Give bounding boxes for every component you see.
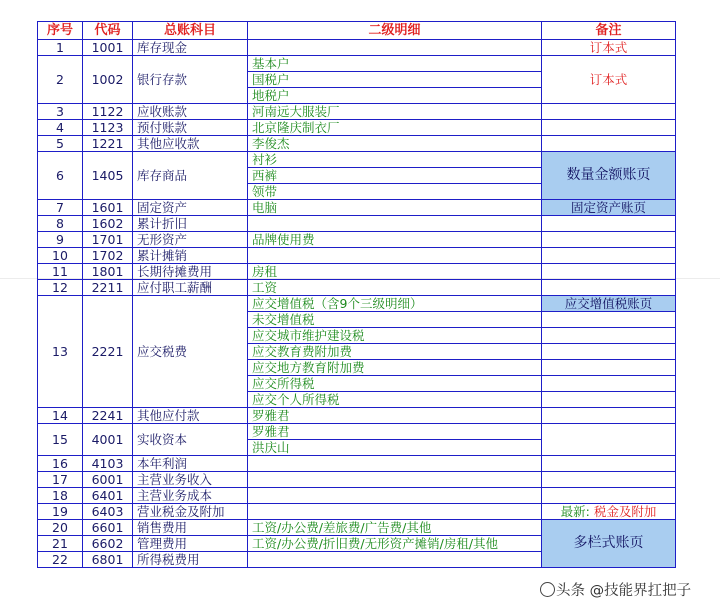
account-name: 所得税费用 <box>133 552 248 568</box>
table-row <box>38 104 676 120</box>
account-code: 1001 <box>83 40 133 56</box>
table-row <box>38 120 676 136</box>
remark <box>542 456 676 472</box>
sub-detail: 罗雅君 <box>248 408 542 424</box>
row-number: 12 <box>38 280 83 296</box>
watermark <box>536 578 695 601</box>
sub-detail: 洪庆山 <box>248 440 542 456</box>
account-code: 2221 <box>83 296 133 408</box>
table-row <box>38 264 676 280</box>
account-code: 2211 <box>83 280 133 296</box>
table-row <box>38 456 676 472</box>
sub-detail <box>248 456 542 472</box>
sub-detail: 应交增值税（含9个三级明细） <box>248 296 542 312</box>
sub-detail: 应交所得税 <box>248 376 542 392</box>
sub-detail <box>248 248 542 264</box>
header-sub-detail: 二级明细 <box>248 22 542 40</box>
table-row <box>38 232 676 248</box>
table-row <box>38 408 676 424</box>
sub-detail: 工资/办公费/折旧费/无形资产摊销/房租/其他 <box>248 536 542 552</box>
header-code: 代码 <box>83 22 133 40</box>
account-name: 应收账款 <box>133 104 248 120</box>
remark <box>542 216 676 232</box>
sub-detail: 领带 <box>248 184 542 200</box>
sub-detail: 河南远大服装厂 <box>248 104 542 120</box>
row-number: 3 <box>38 104 83 120</box>
table-row <box>38 488 676 504</box>
remark: 订本式 <box>542 40 676 56</box>
row-number: 18 <box>38 488 83 504</box>
remark <box>542 424 676 456</box>
sub-detail <box>248 504 542 520</box>
remark: 应交增值税账页 <box>542 296 676 312</box>
account-code: 1602 <box>83 216 133 232</box>
remark <box>542 248 676 264</box>
remark <box>542 360 676 376</box>
remark <box>542 392 676 408</box>
account-name: 实收资本 <box>133 424 248 456</box>
remark <box>542 264 676 280</box>
sub-detail: 品牌使用费 <box>248 232 542 248</box>
sub-detail: 基本户 <box>248 56 542 72</box>
sub-detail: 未交增值税 <box>248 312 542 328</box>
row-number: 22 <box>38 552 83 568</box>
remark: 数量金额账页 <box>542 152 676 200</box>
row-number: 20 <box>38 520 83 536</box>
sub-detail: 罗雅君 <box>248 424 542 440</box>
remark: 订本式 <box>542 56 676 104</box>
table-row <box>38 152 676 168</box>
account-code: 1123 <box>83 120 133 136</box>
account-code: 1122 <box>83 104 133 120</box>
account-code: 1801 <box>83 264 133 280</box>
account-code: 6601 <box>83 520 133 536</box>
chart-of-accounts-table <box>37 21 676 568</box>
row-number: 10 <box>38 248 83 264</box>
account-name: 应交税费 <box>133 296 248 408</box>
sub-detail: 工资/办公费/差旅费/广告费/其他 <box>248 520 542 536</box>
account-code: 6403 <box>83 504 133 520</box>
watermark-text: 头条 @技能界扛把子 <box>556 583 692 599</box>
row-number: 6 <box>38 152 83 200</box>
table-row <box>38 504 676 520</box>
remark <box>542 408 676 424</box>
row-number: 21 <box>38 536 83 552</box>
row-number: 5 <box>38 136 83 152</box>
sub-detail: 房租 <box>248 264 542 280</box>
account-name: 无形资产 <box>133 232 248 248</box>
remark <box>542 344 676 360</box>
header-account: 总账科目 <box>133 22 248 40</box>
account-name: 累计摊销 <box>133 248 248 264</box>
account-name: 其他应付款 <box>133 408 248 424</box>
row-number: 19 <box>38 504 83 520</box>
table-row <box>38 280 676 296</box>
account-name: 主营业务成本 <box>133 488 248 504</box>
account-name: 其他应收款 <box>133 136 248 152</box>
sub-detail <box>248 216 542 232</box>
row-number: 9 <box>38 232 83 248</box>
account-name: 银行存款 <box>133 56 248 104</box>
row-number: 17 <box>38 472 83 488</box>
account-name: 本年利润 <box>133 456 248 472</box>
account-code: 1601 <box>83 200 133 216</box>
remark <box>542 504 676 520</box>
account-name: 应付职工薪酬 <box>133 280 248 296</box>
row-number: 15 <box>38 424 83 456</box>
account-code: 1701 <box>83 232 133 248</box>
row-number: 4 <box>38 120 83 136</box>
account-code: 4103 <box>83 456 133 472</box>
sub-detail: 衬衫 <box>248 152 542 168</box>
table-header-row <box>38 22 676 40</box>
row-number: 1 <box>38 40 83 56</box>
remark: 固定资产账页 <box>542 200 676 216</box>
table-row <box>38 200 676 216</box>
account-code: 6401 <box>83 488 133 504</box>
row-number: 16 <box>38 456 83 472</box>
account-name: 固定资产 <box>133 200 248 216</box>
account-name: 库存商品 <box>133 152 248 200</box>
account-code: 6801 <box>83 552 133 568</box>
account-name: 主营业务收入 <box>133 472 248 488</box>
remark <box>542 104 676 120</box>
remark <box>542 328 676 344</box>
header-no: 序号 <box>38 22 83 40</box>
sub-detail: 应交教育费附加费 <box>248 344 542 360</box>
table-row <box>38 56 676 72</box>
sub-detail: 西裤 <box>248 168 542 184</box>
remark <box>542 488 676 504</box>
sub-detail: 国税户 <box>248 72 542 88</box>
remark <box>542 376 676 392</box>
account-code: 4001 <box>83 424 133 456</box>
account-code: 1002 <box>83 56 133 104</box>
table-row <box>38 40 676 56</box>
sub-detail: 北京隆庆制衣厂 <box>248 120 542 136</box>
account-code: 2241 <box>83 408 133 424</box>
table-row <box>38 216 676 232</box>
row-number: 8 <box>38 216 83 232</box>
sub-detail <box>248 488 542 504</box>
account-code: 6602 <box>83 536 133 552</box>
row-number: 14 <box>38 408 83 424</box>
account-name: 预付账款 <box>133 120 248 136</box>
remark <box>542 136 676 152</box>
sub-detail: 应交地方教育附加费 <box>248 360 542 376</box>
table-row <box>38 296 676 312</box>
account-code: 1405 <box>83 152 133 200</box>
remark: 多栏式账页 <box>542 520 676 568</box>
sub-detail <box>248 552 542 568</box>
table-row <box>38 248 676 264</box>
remark <box>542 472 676 488</box>
row-number: 7 <box>38 200 83 216</box>
sub-detail: 李俊杰 <box>248 136 542 152</box>
header-remarks: 备注 <box>542 22 676 40</box>
row-number: 13 <box>38 296 83 408</box>
account-name: 营业税金及附加 <box>133 504 248 520</box>
table-row <box>38 424 676 440</box>
sub-detail <box>248 472 542 488</box>
account-name: 库存现金 <box>133 40 248 56</box>
remark <box>542 232 676 248</box>
account-name: 长期待摊费用 <box>133 264 248 280</box>
sub-detail: 工资 <box>248 280 542 296</box>
row-number: 2 <box>38 56 83 104</box>
row-number: 11 <box>38 264 83 280</box>
table-row <box>38 472 676 488</box>
remark <box>542 312 676 328</box>
remark <box>542 120 676 136</box>
remark <box>542 280 676 296</box>
account-code: 6001 <box>83 472 133 488</box>
table-row <box>38 520 676 536</box>
remark-text: 税金及附加 <box>593 504 657 519</box>
account-code: 1221 <box>83 136 133 152</box>
account-name: 累计折旧 <box>133 216 248 232</box>
sub-detail: 电脑 <box>248 200 542 216</box>
camera-icon <box>540 582 555 597</box>
account-name: 管理费用 <box>133 536 248 552</box>
sub-detail: 应交城市维护建设税 <box>248 328 542 344</box>
account-name: 销售费用 <box>133 520 248 536</box>
table-row <box>38 136 676 152</box>
account-code: 1702 <box>83 248 133 264</box>
sub-detail <box>248 40 542 56</box>
remark-prefix: 最新: <box>560 504 590 519</box>
sub-detail: 应交个人所得税 <box>248 392 542 408</box>
sub-detail: 地税户 <box>248 88 542 104</box>
